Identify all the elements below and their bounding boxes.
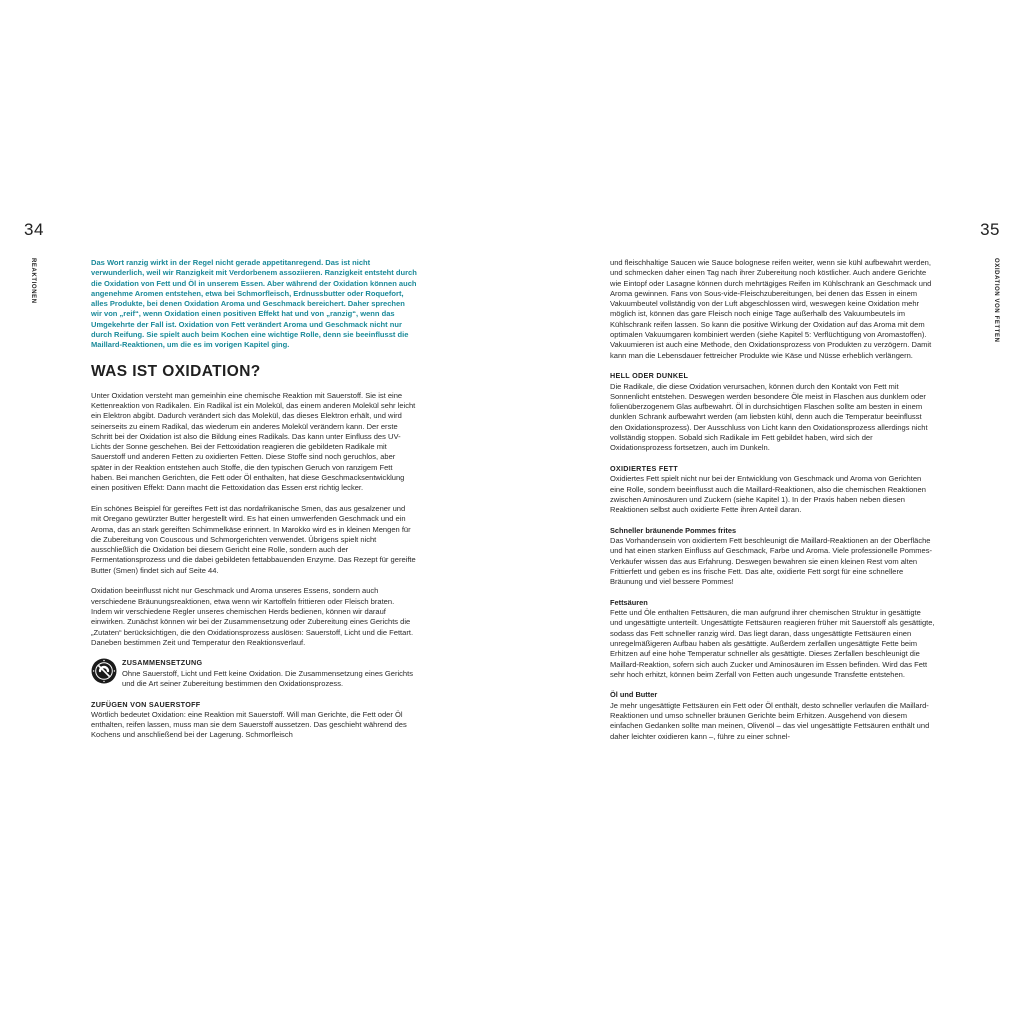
running-head-right: OXIDATION VON FETTEN: [993, 258, 999, 343]
composition-badge-icon: [91, 658, 117, 684]
callout-body: Ohne Sauerstoff, Licht und Fett keine Oxidation. Die Zusammensetzung eines Gerichts und die Art seiner Zubereitung bestimmen den Oxidationsprozess.: [122, 668, 413, 688]
subheading: Öl und Butter: [610, 690, 658, 700]
page-number-right: 35: [980, 220, 1000, 239]
lead-paragraph: Das Wort ranzig wirkt in der Regel nicht gerade appetitanregend. Das ist nicht verwunderlich, weil wir Ranzigkeit mit Verdorbenem assoziieren. Ranzigkeit entsteht durch die Oxidation von Fett und Öl in unserem Essen. Aber während der Oxidation können auch angenehme Aromen entstehen, etwa bei Schmorfleisch, Erdnussbutter oder Roquefort, alles Produkte, bei denen Oxidation Aroma und Geschmack bereichert. Daher sprechen wir von „reif“, wenn Oxidation einen positiven Effekt hat und von „ranzig“, wenn das Umgekehrte der Fall ist. Oxidation von Fett verändert Aroma und Geschmack nicht nur durch Reifung. Sie spielt auch beim Kochen eine wichtige Rolle, denn sie beeinflusst die Maillard-Reaktionen, um die es im vorigen Kapitel ging.: [91, 258, 417, 350]
body-paragraph: Oxidiertes Fett spielt nicht nur bei der Entwicklung von Geschmack und Aroma von Gerichten eine Rolle, sondern beeinflusst auch die Maillard-Reaktionen, also die chemischen Reaktionen zwischen Aminosäuren und Zuckern (siehe Kapitel 1). In der Praxis haben neben diesen Reaktionen selbst auch oxidierte Fette ihren Anteil daran.: [610, 474, 926, 515]
body-paragraph: Das Vorhandensein von oxidiertem Fett beschleunigt die Maillard-Reaktionen an der Oberfläche und hat einen starken Einfluss auf Geschmack, Farbe und Aroma. Viele professionelle Pommes-Verkäufer wissen das aus Erfahrung. Deswegen bewahren sie einen kleinen Rest vom alten Frittierfett und geben es ins frische Fett. Das alte, oxidierte Fett sorgt für eine schnellere Bräunung und viel bessere Pommes!: [610, 536, 933, 587]
section-heading: WAS IST OXIDATION?: [91, 362, 261, 380]
body-paragraph: Je mehr ungesättigte Fettsäuren ein Fett oder Öl enthält, desto schneller verlaufen die Maillard-Reaktionen und umso schneller bräunen Gerichte beim Erhitzen. Ausgehend von diesem einfachen Gedanken sollte man meinen, Olivenöl – das viel ungesättigte Fettsäuren enthält und daher leichter oxidieren kann –, führe zu einer schnel-: [610, 700, 930, 741]
subheading: HELL ODER DUNKEL: [610, 371, 689, 381]
body-paragraph: Fette und Öle enthalten Fettsäuren, die man aufgrund ihrer chemischen Struktur in gesättigte und ungesättigte unterteilt. Ungesättigte Fettsäuren reagieren früher mit Sauerstoff als gesättigte, sodass das Fett schneller ranzig wird. Das liegt daran, dass ungesättigte Fettsäuren einen unregelmäßigeren Aufbau haben als gesättigte. Außerdem zerfallen ungesättigte Fette beim Erhitzen auf eine hohe Temperatur schneller als gesättigte. Dieses Zerfallen beschleunigt die Maillard-Reaktion, sofern sich auch Zucker und Aminosäuren im Essen befinden. Wird das Fett sehr hoch erhitzt, können beim Zerfall von Fetten auch ungesunde Transfette entstehen.: [610, 608, 935, 679]
right-column: [610, 258, 935, 752]
body-paragraph: Oxidation beeinflusst nicht nur Geschmack und Aroma unseres Essens, sondern auch verschiedene Bräunungsreaktionen, etwa wenn wir Kartoffeln frittieren oder Fleisch braten. Indem wir verschiedene Regler unseres chemischen Herds bedienen, können wir darauf einwirken. Zunächst können wir bei der Zusammensetzung oder Zubereitung eines Gerichts die „Zutaten“ berücksichtigen, die den Oxidationsprozess auslösen: Sauerstoff, Licht und die Fettart. Daneben bestimmen Zeit und Temperatur den Reaktionsverlauf.: [91, 586, 414, 647]
subheading: OXIDIERTES FETT: [610, 463, 678, 473]
body-paragraph: und fleischhaltige Saucen wie Sauce bolognese reifen weiter, wenn sie kühl aufbewahrt werden, und schmecken daher einen Tag nach ihrer Zubereitung noch köstlicher. Auch andere Gerichte wie Eintopf oder Lasagne können durch mehrtägiges Reifen im Kühlschrank an Geschmack und Aroma gewinnen. Fans von Sous-vide-Fleischzubereitungen, bei denen das Essen in einem Vakuumbeutel vollständig von der Luft abgeschlossen wird, weswegen keine Oxidation mehr möglich ist, können das gare Fleisch noch einige Tage außerhalb des Vakuumbeutels im Kühlschrank reifen lassen. So kann die positive Wirkung der Oxidation auf das Aroma mit dem optimalen Vakuumgaren kombiniert werden (siehe Kapitel 5: Verflüchtigung von Aromastoffen). Vakuumieren ist auch eine Methode, den Oxidationsprozess von Produkten zu verzögern. Damit kann man die Lebensdauer fettreicher Produkte wie Käse und Nüsse erheblich verlängern.: [610, 258, 932, 360]
body-paragraph: Unter Oxidation versteht man gemeinhin eine chemische Reaktion mit Sauerstoff. Sie ist eine Kettenreaktion von Radikalen. Ein Radikal ist ein Molekül, das einem anderen Molekül sehr leicht ein Elektron abgibt. Dadurch verändert sich das Molekül, das dieses Elektron erhält, und wird seinerseits zu einem Radikal, das wiederum ein anderes Molekül verändern kann. Der erste Schritt bei der Oxidation ist also die Bildung eines Radikals. Das kann unter Einfluss des UV-Lichts der Sonne geschehen. Bei der Fettoxidation reagieren die gebildeten Radikale mit Sauerstoff und anderen Fetten zu oxidierten Fetten. Diese Stoffe sind noch geruchlos, aber später in der Reaktion entstehen auch Stoffe, die den typischen Geruch von ranzigem Fett haben. Bei manchen Gerichten, die Fett oder Öl enthalten, hat diese Geschmacksentwicklung einen positiven Effekt: Dann macht die Fettoxidation das Essen erst richtig lecker.: [91, 390, 416, 493]
left-column: [91, 258, 417, 751]
body-paragraph: Die Radikale, die diese Oxidation verursachen, können durch den Kontakt von Fett mit Sonnenlicht entstehen. Deswegen werden besondere Öle meist in Flaschen aus dunklem oder folienüberzogenem Glas aufbewahrt. Öl in durchsichtigen Flaschen sollte am besten in einem dunklen Schrank aufbewahrt werden (am liebsten kühl, denn auch die Temperatur beeinflusst den Oxidationsprozess). Der Ausschluss von Licht kann den Oxidationsprozess allerdings nicht vollständig stoppen. Sobald sich Radikale im Fett gebildet haben, wird sich der Oxidationsprozess fortsetzen, auch im Dunkeln.: [610, 381, 928, 453]
subheading: Fettsäuren: [610, 597, 648, 607]
body-paragraph: Ein schönes Beispiel für gereiftes Fett ist das nordafrikanische Smen, das aus gesalzener und mit Oregano gewürzter Butter hergestellt wird. Es hat einen umwerfenden Geschmack und ein Aroma, das an stark gereiften Schimmelkäse erinnert. In Marokko wird es in kleinen Mengen für die Zubereitung von Couscous und Schmorgerichten verwendet. Übrigens spielt nicht ausschließlich die Oxidation bei diesem Gericht eine Rolle, sondern auch der Fermentationsprozess und die dabei gebildeten fettabbauenden Enzyme. Das Rezept für gereifte Butter (Smen) findet sich auf Seite 44.: [91, 503, 416, 575]
running-head-left: REAKTIONEN: [30, 258, 36, 304]
callout-title: ZUSAMMENSETZUNG: [122, 658, 203, 668]
subheading: ZUFÜGEN VON SAUERSTOFF: [91, 699, 201, 709]
page-number-left: 34: [24, 220, 44, 239]
composition-callout: [91, 658, 417, 689]
body-paragraph: Wörtlich bedeutet Oxidation: eine Reaktion mit Sauerstoff. Will man Gerichte, die Fett oder Öl enthalten, reifen lassen, muss man sie dem Sauerstoff aussetzen. Das geschieht während des Kochens und anschließend bei der Lagerung. Schmorfleisch: [91, 709, 407, 740]
composition-callout-text: [122, 658, 417, 689]
subheading: Schneller bräunende Pommes frites: [610, 525, 737, 535]
